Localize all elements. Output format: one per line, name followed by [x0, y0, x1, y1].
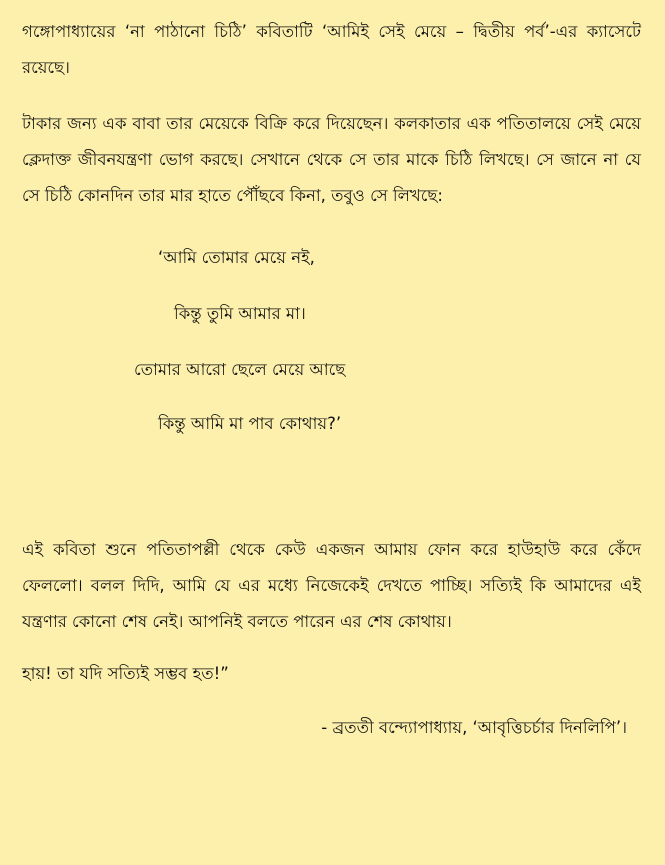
poem-line-3: তোমার আরো ছেলে মেয়ে আছে [134, 360, 346, 379]
poem-line-4: কিন্তু আমি মা পাব কোথায়?’ [158, 414, 342, 433]
poem-line-1: ‘আমি তোমার মেয়ে নই, [158, 248, 315, 267]
paragraph-closing: হায়! তা যদি সত্যিই সম্ভব হত!” [22, 664, 229, 683]
attribution-line: - ব্রততী বন্দ্যোপাধ্যায়, ‘আবৃত্তিচর্চার দিনলিপি’। [321, 718, 627, 737]
paragraph-response: এই কবিতা শুনে পতিতাপল্লী থেকে কেউ একজন আমায় ফোন করে হাউহাউ করে কেঁদে ফেললো। বলল দিদি, আমি যে এর মধ্যে নিজেকেই দেখতে পাচ্ছি। সত্যিই কি আমাদের এই যন্ত্রণার কোনো শেষ নেই। আপনিই বলতে পারেন এর শেষ কোথায়। [22, 540, 641, 631]
poem-quote [22, 240, 641, 450]
paragraph-intro: গঙ্গোপাধ্যায়ের ‘না পাঠানো চিঠি’ কবিতাটি ‘আমিই সেই মেয়ে – দ্বিতীয় পর্ব’-এর ক্যাসেটে রয়েছে। [22, 22, 641, 77]
poem-line-2: কিন্তু তুমি আমার মা। [174, 304, 306, 323]
paragraph-story: টাকার জন্য এক বাবা তার মেয়েকে বিক্রি করে দিয়েছেন। কলকাতার এক পতিতালয়ে সেই মেয়ে ক্লেদাক্ত জীবনযন্ত্রণা ভোগ করছে। সেখানে থেকে সে তার মাকে চিঠি লিখছে। সে জানে না যে সে চিঠি কোনদিন তার মার হাতে পৌঁছবে কিনা, তবুও সে লিখছে: [22, 114, 641, 205]
